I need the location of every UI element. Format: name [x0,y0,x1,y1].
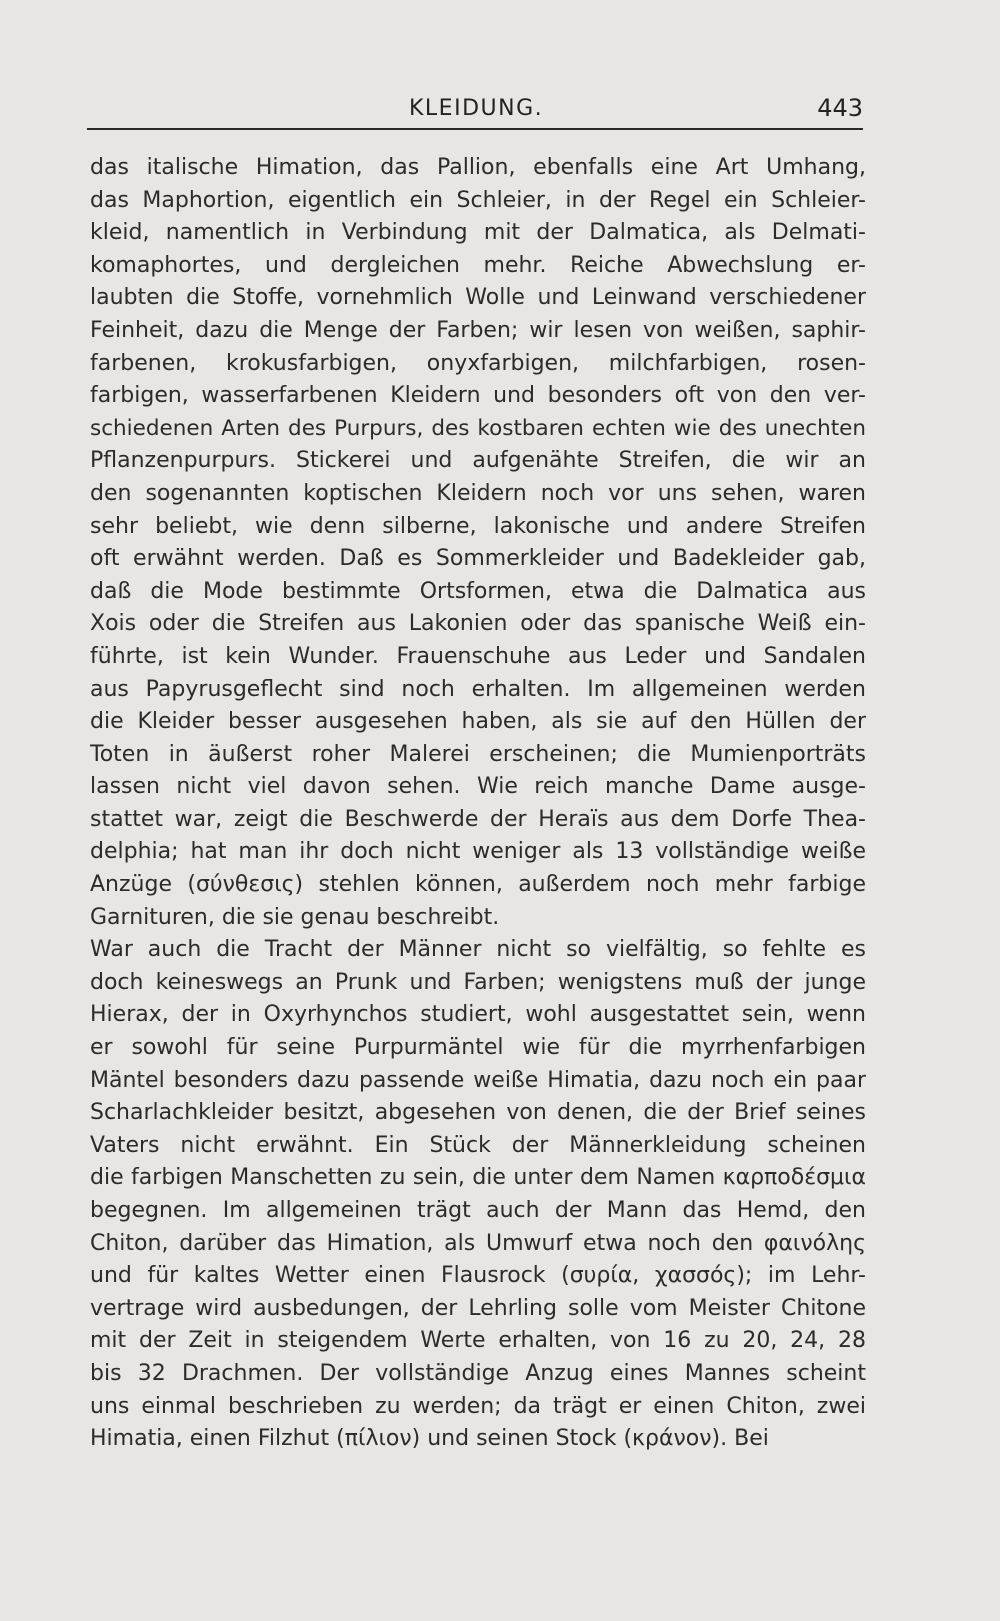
text-line: Xois oder die Streifen aus Lakonien oder das spanische Weiß ein- [90,611,866,637]
text-line: farbigen, wasserfarbenen Kleidern und besonders oft von den ver- [90,383,866,409]
text-line: laubten die Stoffe, vornehmlich Wolle und Leinwand verschiedener [90,285,866,311]
page-number: 443 [817,94,863,122]
running-header [87,90,863,130]
text-line: Pflanzenpurpurs. Stickerei und aufgenähte Streifen, die wir an [90,448,866,474]
text-line: bis 32 Drachmen. Der vollständige Anzug eines Mannes scheint [90,1360,866,1386]
text-line: Chiton, darüber das Himation, als Umwurf etwa noch den φαινόλης [90,1230,866,1256]
text-line: führte, ist kein Wunder. Frauenschuhe aus Leder und Sandalen [90,643,866,669]
text-line: den sogenannten koptischen Kleidern noch vor uns sehen, waren [90,480,866,506]
text-line: mit der Zeit in steigendem Werte erhalten, von 16 zu 20, 24, 28 [90,1328,866,1354]
text-line: sehr beliebt, wie denn silberne, lakonische und andere Streifen [90,513,866,539]
text-line: das italische Himation, das Pallion, ebenfalls eine Art Umhang, [90,155,866,180]
text-line: Scharlachkleider besitzt, abgesehen von denen, die der Brief seines [90,1100,866,1126]
text-line: kleid, namentlich in Verbindung mit der Dalmatica, als Delmati- [90,220,866,246]
text-line: das Maphortion, eigentlich ein Schleier, in der Regel ein Schleier- [90,187,866,213]
text-line: aus Papyrusgeflecht sind noch erhalten. Im allgemeinen werden [90,676,866,702]
text-line: Hierax, der in Oxyrhynchos studiert, wohl ausgestattet sein, wenn [90,1002,866,1028]
text-line: schiedenen Arten des Purpurs, des kostbaren echten wie des unechten [90,415,866,441]
text-line: komaphortes, und dergleichen mehr. Reiche Abwechslung er- [90,252,866,278]
text-line: daß die Mode bestimmte Ortsformen, etwa die Dalmatica aus [90,578,866,604]
text-line: Mäntel besonders dazu passende weiße Himatia, dazu noch ein paar [90,1067,866,1093]
text-line: stattet war, zeigt die Beschwerde der Heraïs aus dem Dorfe Thea- [90,806,866,832]
body-text [90,152,866,1456]
text-line: farbenen, krokusfarbigen, onyxfarbigen, milchfarbigen, rosen- [90,350,866,376]
text-line: War auch die Tracht der Männer nicht so vielfältig, so fehlte es [90,937,866,963]
text-line: die farbigen Manschetten zu sein, die unter dem Namen καρποδέσμια [90,1165,866,1191]
text-line: delphia; hat man ihr doch nicht weniger als 13 vollständige weiße [90,839,866,865]
text-line: die Kleider besser ausgesehen haben, als sie auf den Hüllen der [90,709,866,735]
text-line: und für kaltes Wetter einen Flausrock (συρία, χασσός); im Lehr- [90,1263,866,1289]
text-line: Toten in äußerst roher Malerei erscheinen; die Mumienporträts [90,741,866,767]
text-line: vertrage wird ausbedungen, der Lehrling solle vom Meister Chitone [90,1295,866,1321]
text-line: uns einmal beschrieben zu werden; da trägt er einen Chiton, zwei [90,1393,866,1419]
text-line: lassen nicht viel davon sehen. Wie reich manche Dame ausge- [90,774,866,800]
text-line: Vaters nicht erwähnt. Ein Stück der Männerkleidung scheinen [90,1132,866,1158]
text-line: oft erwähnt werden. Daß es Sommerkleider und Badekleider gab, [90,546,866,572]
text-line: Anzüge (σύνθεσις) stehlen können, außerdem noch mehr farbige [90,872,866,898]
text-line: Feinheit, dazu die Menge der Farben; wir lesen von weißen, saphir- [90,317,866,343]
text-line: Himatia, einen Filzhut (πίλιον) und seinen Stock (κράνον). Bei [90,1426,769,1452]
chapter-title: KLEIDUNG. [409,96,544,121]
text-line: begegnen. Im allgemeinen trägt auch der Mann das Hemd, den [90,1198,866,1223]
text-line: doch keineswegs an Prunk und Farben; wenigstens muß der junge [90,969,866,995]
text-line: er sowohl für seine Purpurmäntel wie für die myrrhenfarbigen [90,1035,866,1061]
text-line: Garnituren, die sie genau beschreibt. [90,904,500,930]
